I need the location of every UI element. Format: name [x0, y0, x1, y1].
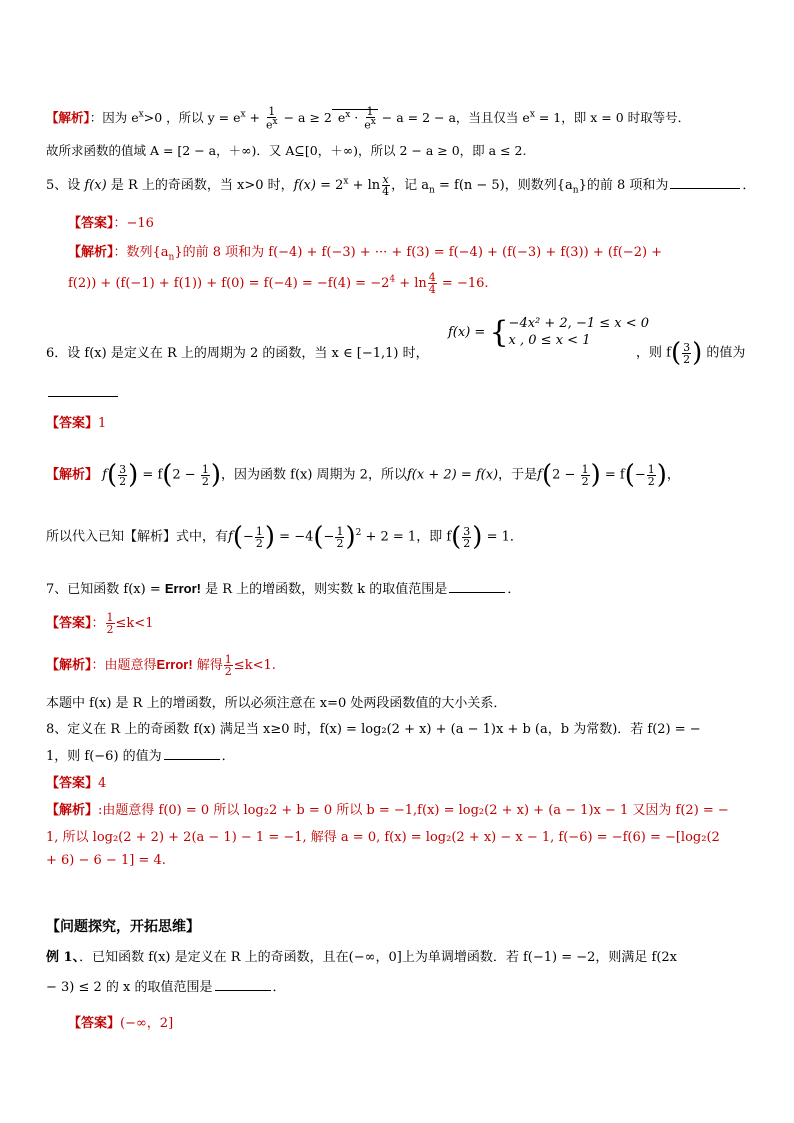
p4-solution-line1: 【解析】：因为 $e^x>0$ ，所以 $y = e^x$ + $\frac{1}{e^x}$ − a ≥ 2 $e^x$ · $\frac{1}{e^x}$ − a = 2 − a，当且仅当 $e^x = 1$，即 x = 0 时取等号．: [46, 105, 691, 132]
q6-piecewise: f(x) = { −4x² + 2, −1 ≤ x < 0 x , 0 ≤ x < 1: [448, 315, 650, 350]
answer-blank[interactable]: [449, 580, 505, 593]
q8-solution-line2: 1, 所以 log₂(2 + 2) + 2(a − 1) − 1 = −1, 解得 a = 0, f(x) = log₂(2 + x) − x − 1, f(−6) = −f(6) = −[log₂(2: [46, 830, 720, 845]
q6-text-lead: 6．设 f(x) 是定义在 R 上的周期为 2 的函数，当 x ∈ [−1,1) 时，: [46, 346, 429, 361]
sqrt-expression: $e^x$ · $\frac{1}{e^x}$: [333, 105, 376, 132]
q8-line1: 8、定义在 R 上的奇函数 f(x) 满足当 x≥0 时，f(x) = log₂(2 + x) + (a − 1)x + b (a，b 为常数)．若 f(2) = −: [46, 722, 701, 737]
answer-blank[interactable]: [670, 176, 740, 189]
q5-answer: 【答案】：−16: [68, 216, 154, 231]
q8-answer: 【答案】4: [46, 776, 107, 791]
q5-solution-line1: 【解析】：数列$\{a_n\}$的前 8 项和为 f(−4) + f(−3) + ··· + f(3) = f(−4) + (f(−3) + f(3)) + (f(−2) +: [68, 245, 663, 263]
q5-text: 5、设 f(x) 是 R 上的奇函数，当 x>0 时，$f(x) = 2^x + \ln$ $\frac{x}{4}$ ，记 $a_n = f(n - 5)$，则数列$\{a_n\}$的前 8 项和为 ．: [46, 173, 756, 198]
q6-answer: 【答案】1: [46, 416, 107, 431]
example1-line2: − 3) ≤ 2 的 x 的取值范围是 ．: [46, 980, 286, 995]
q8-solution-line3: + 6) − 6 − 1] = 4.: [46, 853, 166, 868]
q7-solution: 【解析】：由题意得Error! 解得 $\frac{1}{2}$ ≤k<1.: [46, 653, 276, 678]
q7-text: 7、已知函数 f(x) = Error! 是 R 上的增函数，则实数 k 的取值范围是 ．: [46, 581, 521, 597]
q7-answer: 【答案】： $\frac{1}{2}$ ≤k<1: [46, 611, 154, 636]
example1-answer: 【答案】(−∞，2]: [68, 1016, 174, 1031]
example1-line1: 例 1、．已知函数 f(x) 是定义在 R 上的奇函数，且在(−∞，0]上为单调增函数．若 f(−1) = −2，则满足 f(2x: [46, 950, 678, 965]
q6-text-tail: ，则 f( $\frac{3}{2}$ ) 的值为: [636, 338, 746, 368]
q8-solution-line1: 【解析】:由题意得 f(0) = 0 所以 log₂2 + b = 0 所以 b = −1,f(x) = log₂(2 + x) + (a − 1)x − 1 又因为 f(2) = −: [46, 803, 729, 818]
answer-blank[interactable]: [215, 978, 271, 991]
answer-blank[interactable]: [164, 747, 220, 760]
q6-solution-line1: 【解析】 f( $\frac{3}{2}$ ) = f(2 − $\frac{1}{2}$ )，因为函数 f(x) 周期为 2，所以f(x + 2) = f(x)，于是f(2 − $\frac{1}{2}$ ) = f(− $\frac{1}{2}$ )，: [46, 460, 680, 490]
section-title: 【问题探究，开拓思维】: [46, 919, 200, 935]
q5-solution-line2: $f(2)) + (f(-1) + f(1)) + f(0) = f(-4) = -f(4) = -2^4 + \ln$ $\frac{4}{4}$ = −16.: [68, 271, 489, 296]
q6-solution-line2: 所以代入已知【解析】式中，有f(− $\frac{1}{2}$ ) = −4(− $\frac{1}{2}$ )$^2$ + 2 = 1，即 f( $\frac{3}{2}$ ) = 1．: [46, 522, 523, 552]
p4-solution-line2: 故所求函数的值域 A = [2 − a，＋∞)．又 A⊆[0，＋∞)，所以 2 − a ≥ 0，即 a ≤ 2.: [46, 143, 527, 158]
q6-blank-line: [46, 384, 120, 401]
q8-line2: 1，则 f(−6) 的值为 ．: [46, 749, 235, 764]
q7-note: 本题中 f(x) 是 R 上的增函数，所以必须注意在 x=0 处两段函数值的大小关系．: [46, 696, 507, 711]
answer-blank[interactable]: [48, 384, 118, 397]
